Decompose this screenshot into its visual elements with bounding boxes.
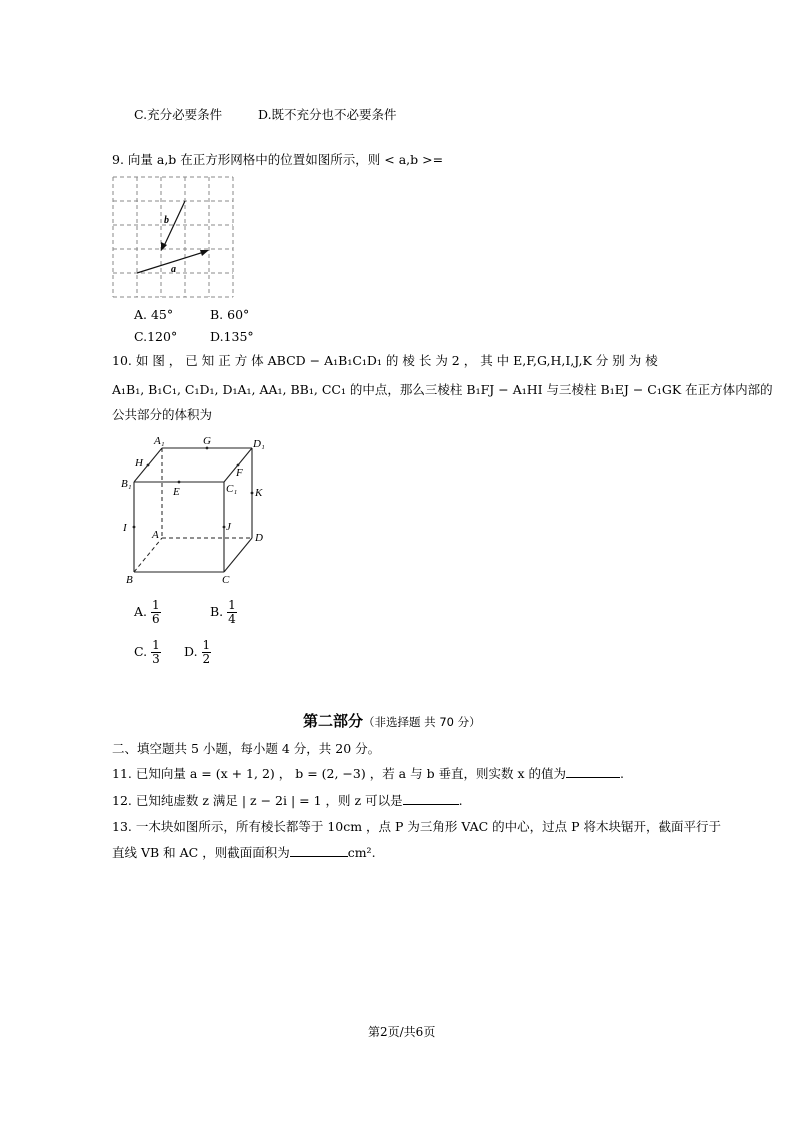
label-b1: B₁: [121, 478, 132, 490]
label-d: D: [255, 532, 263, 544]
q10-option-a: A. $\frac{1}{6}$: [134, 598, 160, 626]
label-h: H: [135, 457, 143, 469]
label-b: B: [126, 574, 133, 586]
fraction: $\frac{1}{3}$: [152, 638, 160, 666]
label-j: J: [226, 521, 231, 533]
q8-option-d: D.既不充分也不必要条件: [258, 107, 397, 122]
q10-cube-figure: [112, 432, 282, 592]
label-c1: C₁: [226, 483, 238, 495]
label-d1: D₁: [253, 438, 265, 450]
q10-option-b: B. $\frac{1}{4}$: [210, 598, 236, 626]
label-k: K: [255, 487, 263, 499]
fill-in-section-heading: 二、填空题共 5 小题，每小题 4 分，共 20 分。: [112, 741, 381, 756]
q9-option-a: A. 45°: [134, 307, 174, 322]
q12: 12. 已知纯虚数 z 满足 | z − 2i | = 1 ，则 z 可以是 .: [112, 793, 463, 808]
fraction: $\frac{1}{6}$: [152, 598, 160, 626]
q10-line3: 公共部分的体积为: [112, 407, 213, 422]
q9-option-b: B. 60°: [210, 307, 250, 322]
label-f: F: [236, 467, 243, 479]
fraction: $\frac{1}{2}$: [202, 638, 211, 666]
label-g: G: [203, 435, 211, 447]
q13-line1: 13. 一木块如图所示，所有棱长都等于 10cm ，点 P 为三角形 VAC 的中心，过点 P 将木块锯开，截面平行于: [112, 819, 721, 834]
answer-blank: [566, 765, 620, 778]
label-a: A: [152, 529, 159, 541]
label-c: C: [222, 574, 230, 586]
q10-option-c: C. $\frac{1}{3}$: [134, 638, 160, 666]
page-number: 第2页/共6页: [368, 1025, 436, 1039]
q11: 11. 已知向量 a = (x + 1, 2) ， b = (2, −3) ，若 a 与 b 垂直，则实数 x 的值为 .: [112, 766, 625, 781]
part2-title: 第二部分（非选择题 共 70 分）: [303, 712, 481, 730]
q9-grid-figure: [112, 176, 236, 300]
q10-line1: 10. 如 图 ， 已 知 正 方 体 ABCD − A₁B₁C₁D₁ 的 棱 长 为 2 ， 其 中 E,F,G,H,I,J,K 分 别 为 棱: [112, 353, 658, 368]
q9-option-d: D.135°: [210, 329, 254, 344]
label-a1: A₁: [154, 435, 165, 447]
vector-a-label: a: [171, 264, 176, 275]
q8-option-c: C.充分必要条件: [134, 107, 223, 122]
answer-blank: [290, 844, 348, 857]
answer-blank: [403, 792, 459, 805]
fraction: $\frac{1}{4}$: [228, 598, 236, 626]
q9-stem: 9. 向量 a,b 在正方形网格中的位置如图所示，则 < a,b >=: [112, 152, 444, 167]
vector-b-label: b: [164, 215, 169, 226]
q10-option-d: D. $\frac{1}{2}$: [184, 638, 211, 666]
label-i: I: [123, 522, 127, 534]
label-e: E: [173, 486, 180, 498]
q10-line2: A₁B₁, B₁C₁, C₁D₁, D₁A₁, AA₁, BB₁, CC₁ 的中点，那么三棱柱 B₁FJ − A₁HI 与三棱柱 B₁EJ − C₁GK 在正方体内部的: [112, 382, 773, 397]
q9-option-c: C.120°: [134, 329, 178, 344]
q13-line2: 直线 VB 和 AC ，则截面面积为 cm².: [112, 845, 376, 860]
